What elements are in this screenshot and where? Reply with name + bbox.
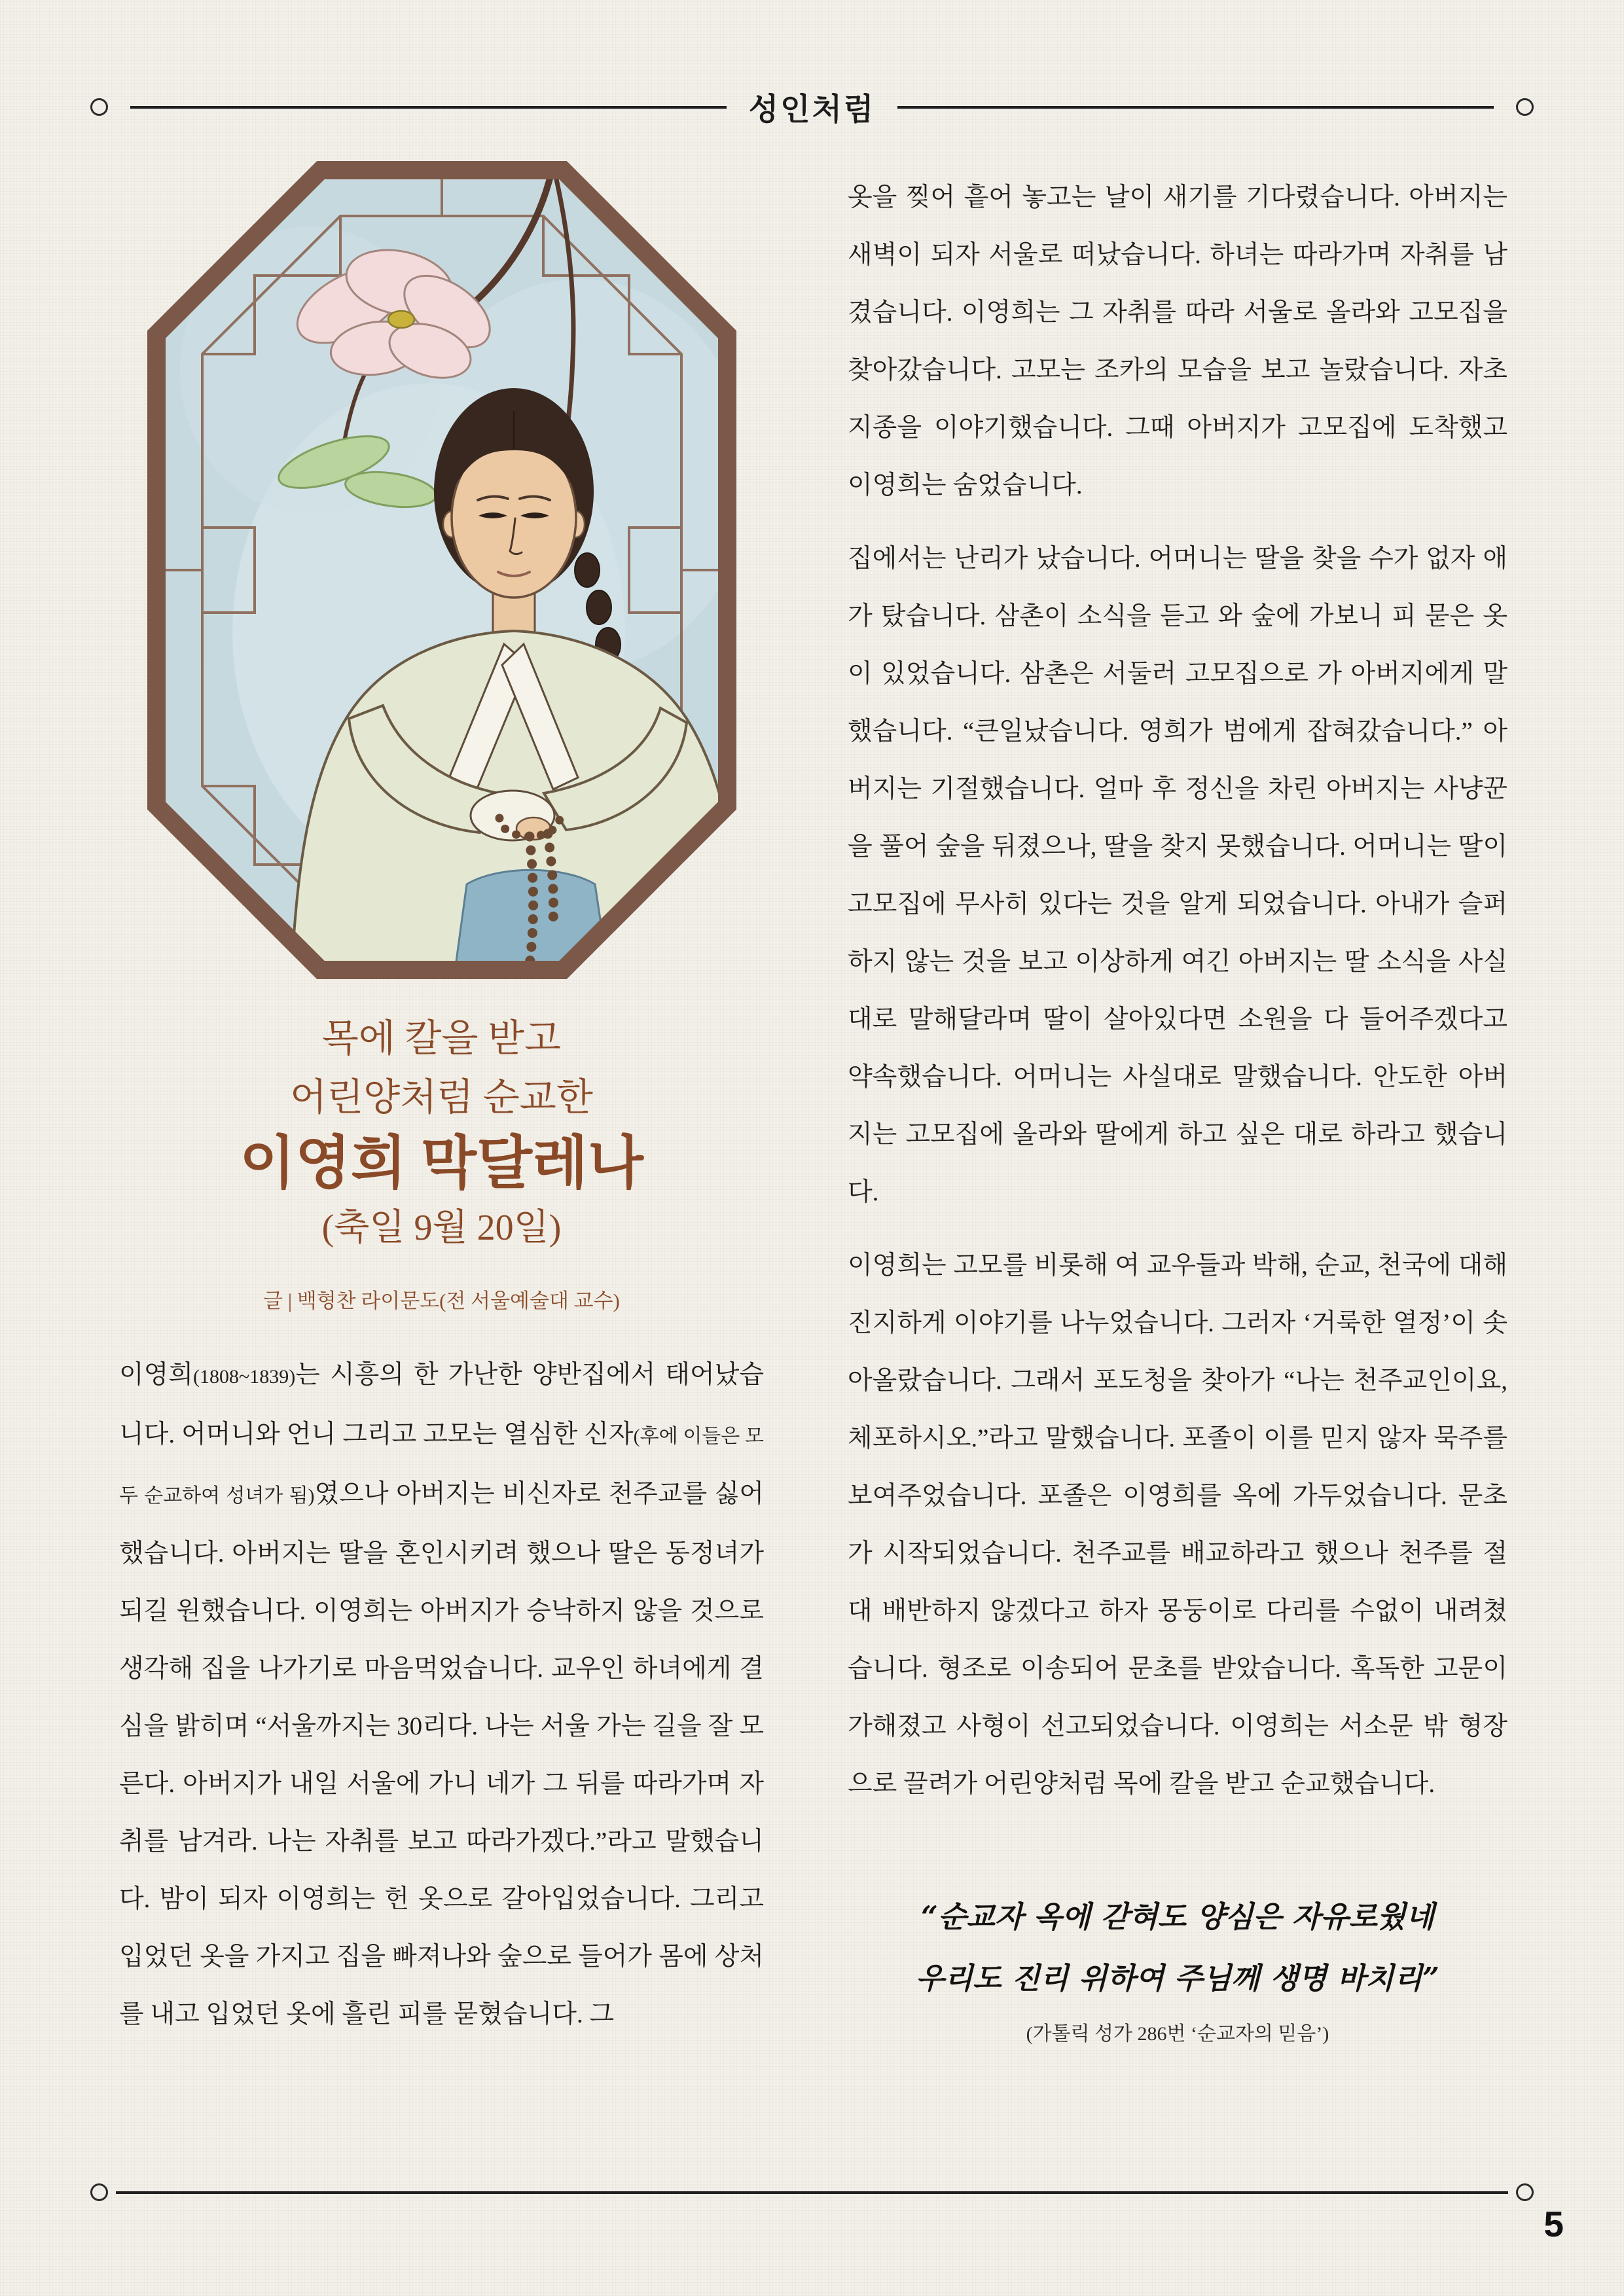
hymn-quote-line2: 우리도 진리 위하여 주님께 생명 바치리” [916,1961,1439,1996]
byline: 글 | 백형찬 라이문도(전 서울예술대 교수) [263,1289,620,1312]
header-right-rule [897,106,1494,109]
body-segment-small: (후에 이들은 모두 순교하여 성녀가 됨) [119,1426,764,1507]
body-segment: 이영희 [119,1361,194,1389]
page-header [90,85,1534,129]
body-segment-small: (1808~1839) [193,1366,296,1388]
feast-day: (축일 9월 20일) [321,1208,562,1248]
article-title-line2: 어린양처럼 순교한 [290,1076,593,1119]
circle-ornament-icon [90,2183,108,2201]
circle-ornament-icon [1516,2183,1534,2201]
article-body-paragraph-1: 옷을 찢어 흩어 놓고는 날이 새기를 기다렸습니다. 아버지는 새벽이 되자 서울로 떠났습니다. 하녀는 따라가며 자취를 남겼습니다. 이영희는 그 자취를 따라 서울로 올라와 고모집을 찾아갔습니다. 고모는 조카의 모습을 보고 놀랐습니다. 자초지종을 이야기했습니다. 그때 아버지가 고모집에 도착했고 이영희는 숨었습니다. [848,183,1507,499]
right-column [848,169,1507,2046]
page-number: 5 [1543,2204,1564,2244]
circle-ornament-icon [1516,98,1534,116]
circle-ornament-icon [90,98,108,116]
body-segment: 는 시흥의 한 가난한 양반집에서 태어났습니다. 어머니와 언니 그리고 고모는 열심한 신자 [119,1361,764,1448]
section-title: 성인처럼 [748,92,876,126]
article-body-left [119,1346,764,2043]
footer-rule [90,2183,1534,2201]
footer-line [116,2191,1508,2194]
portrait-illustration [147,161,736,980]
hymn-quote [848,1886,1507,2046]
hymn-quote-line1: “순교자 옥에 갇혀도 양심은 자유로웠네 [920,1899,1435,1934]
article-title-line1: 목에 칼을 받고 [321,1017,562,1060]
hymn-quote-source: (가톨릭 성가 286번 ‘순교자의 믿음’) [1026,2023,1329,2045]
article-body-paragraph-3: 이영희는 고모를 비롯해 여 교우들과 박해, 순교, 천국에 대해 진지하게 이야기를 나누었습니다. 그러자 ‘거룩한 열정’이 솟아올랐습니다. 그래서 포도청을 찾아가 “나는 천주교인이요, 체포하시오.”라고 말했습니다. 포졸이 이를 믿지 않자 묵주를 보여주었습니다. 포졸은 이영희를 옥에 가두었습니다. 문초가 시작되었습니다. 천주교를 배교하라고 했으나 천주를 절대 배반하지 않겠다고 하자 몽둥이로 다리를 수없이 내려쳤습니다. 형조로 이송되어 문초를 받았습니다. 혹독한 고문이 가해졌고 사형이 선고되었습니다. 이영희는 서소문 밖 형장으로 끌려가 어린양처럼 목에 칼을 받고 순교했습니다. [848,1251,1507,1798]
body-segment: 였으나 아버지는 비신자로 천주교를 싫어했습니다. 아버지는 딸을 혼인시키려 했으나 딸은 동정녀가 되길 원했습니다. 이영희는 아버지가 승낙하지 않을 것으로 생각해 집을 나가기로 마음먹었습니다. 교우인 하녀에게 결심을 밝히며 “서울까지는 30리다. 나는 서울 가는 길을 잘 모른다. 아버지가 내일 서울에 가니 네가 그 뒤를 따라가며 자취를 남겨라. 나는 자취를 보고 따라가겠다.”라고 말했습니다. 밤이 되자 이영희는 헌 옷으로 갈아입었습니다. 그리고 입었던 옷을 가지고 집을 빠져나와 숲으로 들어가 몸에 상처를 내고 입었던 옷에 흘린 피를 묻혔습니다. 그 [119,1480,764,2028]
article-body-paragraph-2: 집에서는 난리가 났습니다. 어머니는 딸을 찾을 수가 없자 애가 탔습니다. 삼촌이 소식을 듣고 와 숲에 가보니 피 묻은 옷이 있었습니다. 삼촌은 서둘러 고모집으로 가 아버지에게 말했습니다. “큰일났습니다. 영희가 범에게 잡혀갔습니다.” 아버지는 기절했습니다. 얼마 후 정신을 차린 아버지는 사냥꾼을 풀어 숲을 뒤졌으나, 딸을 찾지 못했습니다. 어머니는 딸이 고모집에 무사히 있다는 것을 알게 되었습니다. 아내가 슬퍼하지 않는 것을 보고 이상하게 여긴 아버지는 딸 소식을 사실대로 말해달라며 딸이 살아있다면 소원을 다 들어주겠다고 약속했습니다. 어머니는 사실대로 말했습니다. 안도한 아버지는 고모집에 올라와 딸에게 하고 싶은 대로 하라고 했습니다. [848,545,1507,1206]
octagon-window-portrait [147,161,736,980]
header-left-rule [130,106,727,109]
left-column [119,161,764,2043]
article-title-block [119,1009,764,1314]
saint-name: 이영희 막달레나 [239,1132,644,1196]
